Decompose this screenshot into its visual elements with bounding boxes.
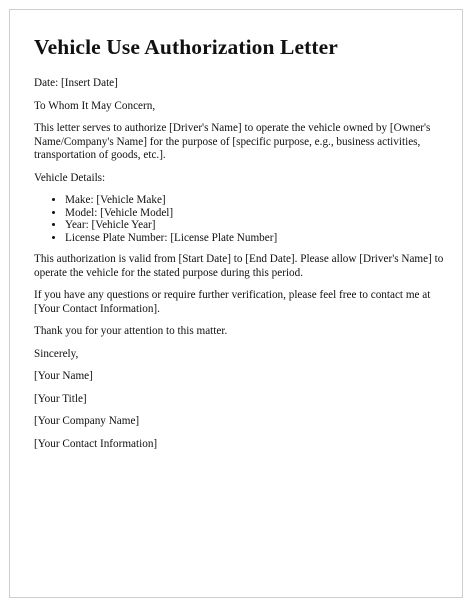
signature-block xyxy=(34,370,446,451)
vehicle-make-item: • Make: [Vehicle Make] xyxy=(65,194,446,207)
validity-paragraph: This authorization is valid from [Start Date] to [End Date]. Please allow [Driver's Name] to operate the vehicle for the stated purpose during this period. xyxy=(34,253,444,279)
thanks-line: Thank you for your attention to this matter. xyxy=(34,325,228,337)
vehicle-details-heading: Vehicle Details: xyxy=(34,171,106,184)
closing-line: Sincerely, xyxy=(34,347,79,360)
letter-body xyxy=(34,30,446,460)
vehicle-model-item: • Model: [Vehicle Model] xyxy=(65,207,446,220)
vehicle-year-item: • Year: [Vehicle Year] xyxy=(65,219,446,232)
vehicle-details-list xyxy=(34,194,446,244)
intro-paragraph: This letter serves to authorize [Driver's Name] to operate the vehicle owned by [Owner's Name/Company's Name] for the purpose of [specific purpose, e.g., business activities, transportation of goods, etc.]. xyxy=(34,122,431,161)
letter-page xyxy=(9,9,463,598)
letter-title: Vehicle Use Authorization Letter xyxy=(34,35,338,59)
license-plate-item: • License Plate Number: [License Plate Number] xyxy=(65,232,446,245)
contact-paragraph: If you have any questions or require further verification, please feel free to contact me at [Your Contact Information]. xyxy=(34,289,431,315)
signature-company: [Your Company Name] xyxy=(34,415,140,427)
signature-name: [Your Name] xyxy=(34,370,93,382)
signature-contact: [Your Contact Information] xyxy=(34,437,158,450)
salutation: To Whom It May Concern, xyxy=(34,99,156,112)
date-line: Date: [Insert Date] xyxy=(34,77,118,89)
signature-title: [Your Title] xyxy=(34,392,87,405)
